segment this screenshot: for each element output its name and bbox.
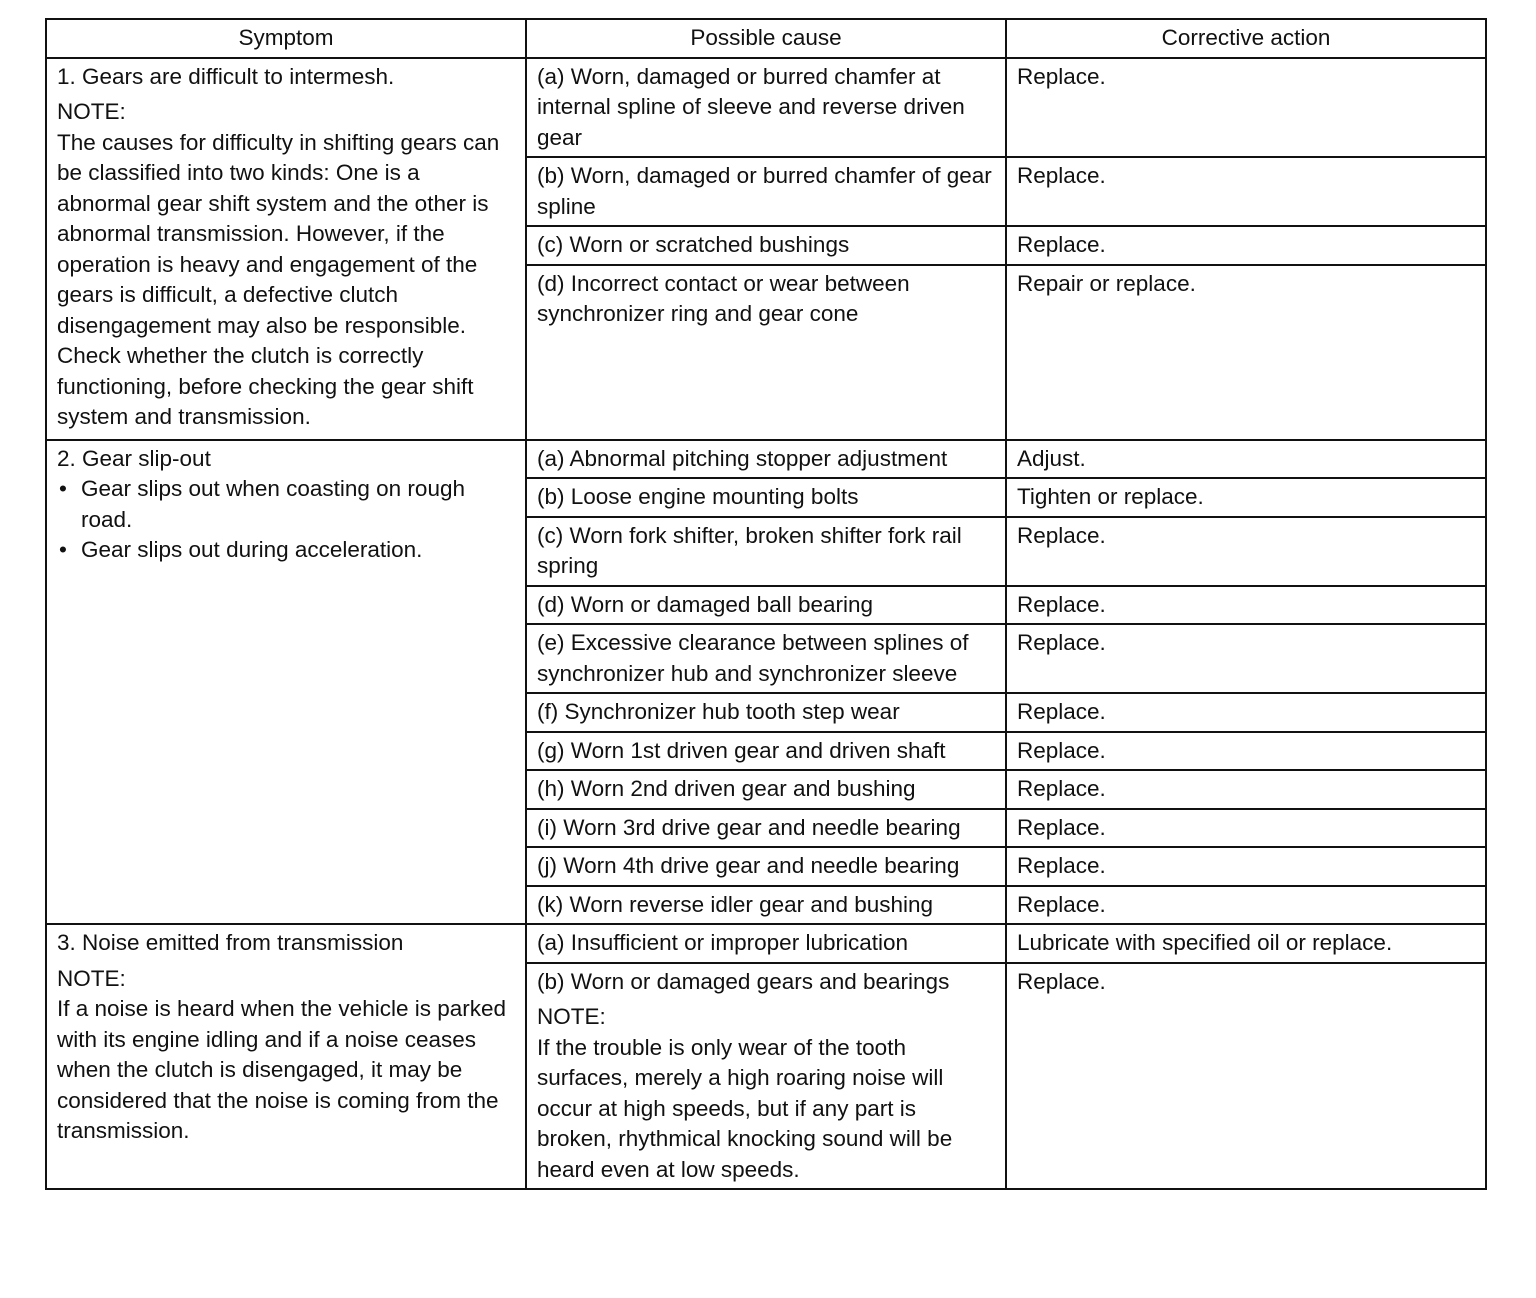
action-cell: Replace. [1006, 624, 1486, 693]
cause-cell: (b) Worn, damaged or burred chamfer of gear spline [526, 157, 1006, 226]
cause-cell: (f) Synchronizer hub tooth step wear [526, 693, 1006, 732]
cause-cell [526, 963, 1006, 1190]
bullet-item: • Gear slips out during acceleration. [57, 535, 515, 566]
symptom-cell [46, 924, 526, 1189]
action-cell: Replace. [1006, 586, 1486, 625]
header-row [46, 19, 1486, 58]
action-cell: Adjust. [1006, 440, 1486, 479]
bullet-item: • Gear slips out when coasting on rough road. [57, 474, 515, 535]
action-cell: Tighten or replace. [1006, 478, 1486, 517]
action-cell: Repair or replace. [1006, 265, 1486, 440]
cause-cell: (e) Excessive clearance between splines of synchronizer hub and synchronizer sleeve [526, 624, 1006, 693]
cause-cell: (i) Worn 3rd drive gear and needle bearing [526, 809, 1006, 848]
note-text: The causes for difficulty in shifting gears can be classified into two kinds: One is a abnormal gear shift system and the other is abnormal transmission. However, if the operation is heavy and engagement of the gears is difficult, a defective clutch disengagement may also be responsible. Check whether the clutch is correctly functioning, before checking the gear shift system and transmission. [57, 129, 500, 429]
action-cell: Replace. [1006, 770, 1486, 809]
cause-cell: (b) Loose engine mounting bolts [526, 478, 1006, 517]
symptom-title: 1. Gears are difficult to intermesh. [57, 63, 395, 89]
cause-cell: (j) Worn 4th drive gear and needle bearing [526, 847, 1006, 886]
action-cell: Replace. [1006, 732, 1486, 771]
cause-cell: (h) Worn 2nd driven gear and bushing [526, 770, 1006, 809]
cause-cell: (c) Worn or scratched bushings [526, 226, 1006, 265]
action-cell: Replace. [1006, 809, 1486, 848]
cause-cell: (a) Insufficient or improper lubrication [526, 924, 1006, 963]
symptom-cell [46, 58, 526, 440]
note-label: NOTE: [537, 1004, 606, 1029]
symptom-title: 3. Noise emitted from transmission [57, 930, 404, 955]
action-cell: Replace. [1006, 226, 1486, 265]
action-cell: Replace. [1006, 58, 1486, 158]
cause-cell: (a) Worn, damaged or burred chamfer at internal spline of sleeve and reverse driven gear [526, 58, 1006, 158]
note-label: NOTE: [57, 965, 126, 991]
table-row [46, 58, 1486, 158]
action-cell: Replace. [1006, 886, 1486, 925]
table-header [46, 19, 1486, 58]
note-label: NOTE: [57, 99, 126, 124]
symptom-cell [46, 440, 526, 925]
action-cell: Replace. [1006, 517, 1486, 586]
action-cell: Replace. [1006, 963, 1486, 1190]
cause-cell: (d) Incorrect contact or wear between synchronizer ring and gear cone [526, 265, 1006, 440]
action-cell: Replace. [1006, 847, 1486, 886]
note-text: If the trouble is only wear of the tooth surfaces, merely a high roaring noise will occur at high speeds, but if any part is broken, rhythmical knocking sound will be heard even at low speeds. [537, 1034, 953, 1182]
table-row [46, 440, 1486, 479]
action-cell: Lubricate with specified oil or replace. [1006, 924, 1486, 963]
table-body [46, 58, 1486, 1190]
header-corrective-action: Corrective action [1006, 19, 1486, 58]
cause-cell: (a) Abnormal pitching stopper adjustment [526, 440, 1006, 479]
symptom-bullet-list [57, 474, 515, 566]
symptom-title: 2. Gear slip-out [57, 445, 211, 471]
header-symptom: Symptom [46, 19, 526, 58]
action-cell: Replace. [1006, 693, 1486, 732]
action-cell: Replace. [1006, 157, 1486, 226]
note-text: If a noise is heard when the vehicle is parked with its engine idling and if a noise ceases when the clutch is disengaged, it may be considered that the noise is coming from the transmission. [57, 996, 507, 1143]
cause-text: (b) Worn or damaged gears and bearings [537, 968, 950, 994]
header-possible-cause: Possible cause [526, 19, 1006, 58]
cause-cell: (d) Worn or damaged ball bearing [526, 586, 1006, 625]
cause-cell: (g) Worn 1st driven gear and driven shaft [526, 732, 1006, 771]
cause-cell: (k) Worn reverse idler gear and bushing [526, 886, 1006, 925]
cause-cell: (c) Worn fork shifter, broken shifter fork rail spring [526, 517, 1006, 586]
table-row [46, 924, 1486, 963]
troubleshooting-table [45, 18, 1487, 1190]
